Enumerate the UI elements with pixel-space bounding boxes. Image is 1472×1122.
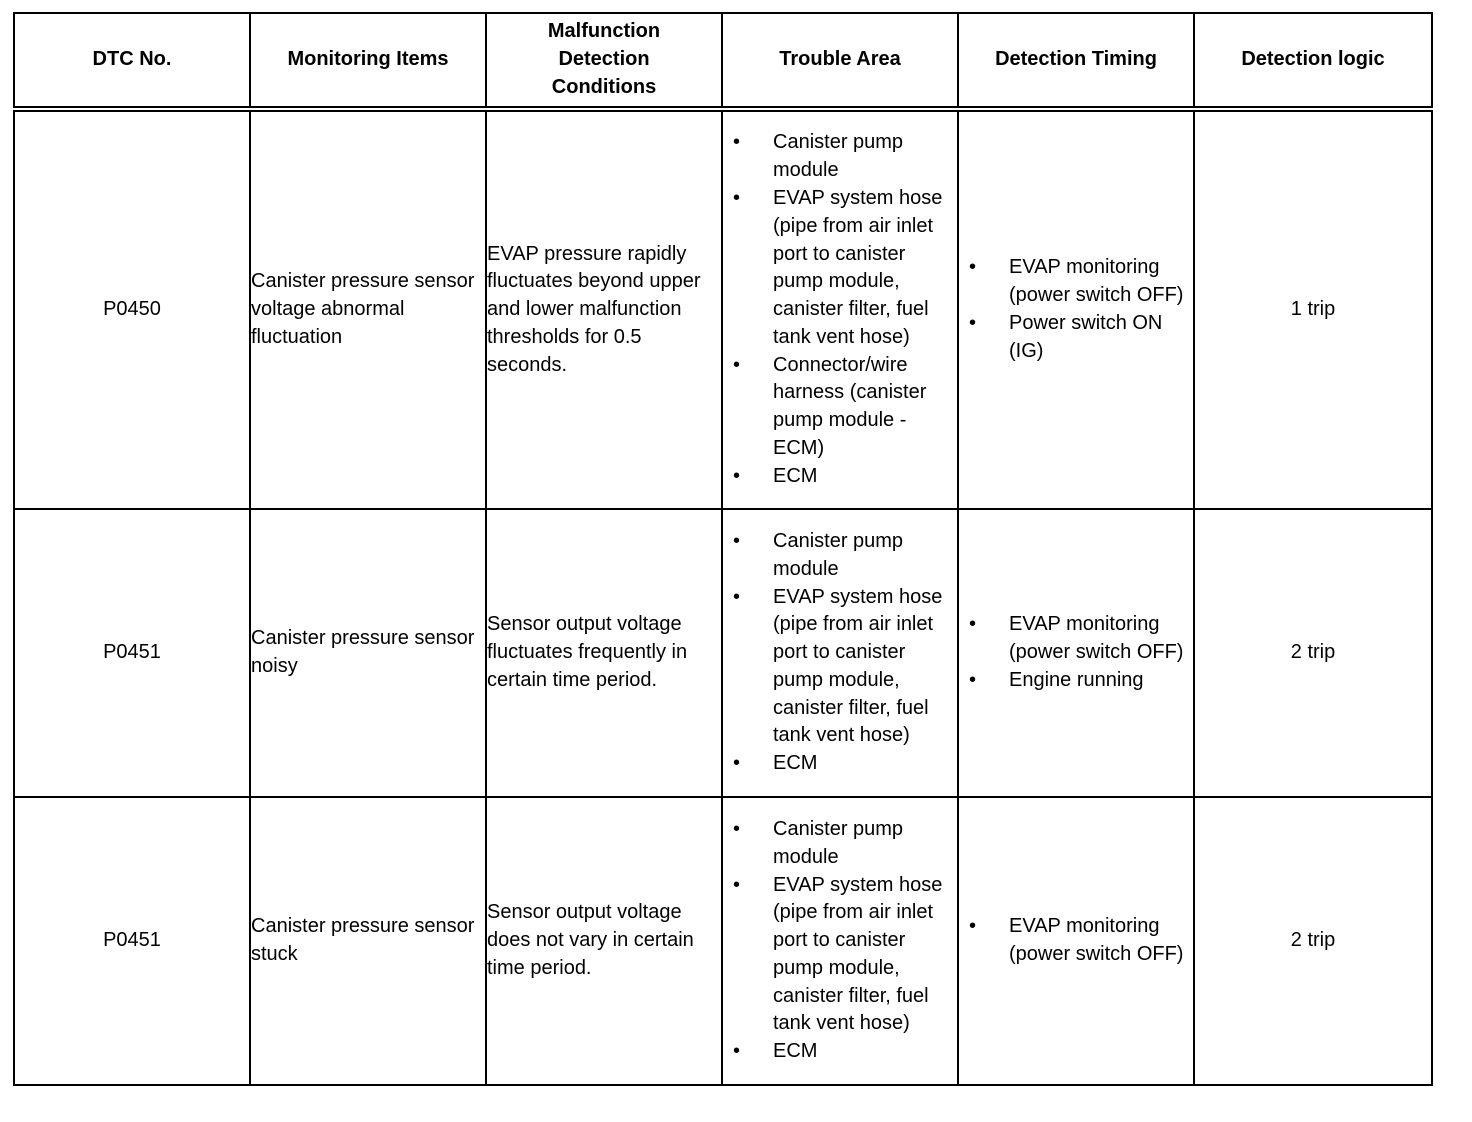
detection-timing-list (959, 254, 1193, 365)
detection-condition-cell: EVAP pressure rapidly fluctuates beyond upper and lower malfunction thresholds for 0.5 seconds. (486, 109, 722, 509)
dtc-code-cell: P0451 (14, 797, 250, 1085)
monitoring-item-cell: Canister pressure sensor noisy (250, 509, 486, 797)
list-item: • EVAP monitoring (power switch OFF) (959, 254, 1189, 310)
trouble-area-cell (722, 509, 958, 797)
table-row (14, 509, 1432, 797)
dtc-code-cell: P0450 (14, 109, 250, 509)
dtc-table (13, 12, 1433, 1086)
table-row (14, 797, 1432, 1085)
header-trouble-area: Trouble Area (722, 13, 958, 109)
header-detection-conditions: Malfunction Detection Conditions (486, 13, 722, 109)
trouble-area-list (723, 816, 957, 1066)
header-detection-logic: Detection logic (1194, 13, 1432, 109)
list-item: • ECM (723, 750, 953, 778)
detection-logic-cell: 1 trip (1194, 109, 1432, 509)
list-item: • Canister pump module (723, 528, 953, 584)
detection-condition-cell: Sensor output voltage does not vary in certain time period. (486, 797, 722, 1085)
header-monitoring-items: Monitoring Items (250, 13, 486, 109)
trouble-area-cell (722, 797, 958, 1085)
trouble-area-list (723, 528, 957, 778)
detection-timing-list (959, 913, 1193, 969)
list-item: • EVAP monitoring (power switch OFF) (959, 913, 1189, 969)
detection-timing-cell (958, 797, 1194, 1085)
trouble-area-list (723, 129, 957, 490)
monitoring-item-cell: Canister pressure sensor voltage abnormal fluctuation (250, 109, 486, 509)
detection-timing-cell (958, 509, 1194, 797)
trouble-area-cell (722, 109, 958, 509)
list-item: • Connector/wire harness (canister pump module - ECM) (723, 352, 953, 463)
list-item: • EVAP system hose (pipe from air inlet port to canister pump module, canister filter, fuel tank vent hose) (723, 584, 953, 751)
list-item: • ECM (723, 463, 953, 491)
list-item: • Canister pump module (723, 129, 953, 185)
header-detection-timing: Detection Timing (958, 13, 1194, 109)
detection-logic-cell: 2 trip (1194, 509, 1432, 797)
header-dtc-no: DTC No. (14, 13, 250, 109)
list-item: • Canister pump module (723, 816, 953, 872)
monitoring-item-cell: Canister pressure sensor stuck (250, 797, 486, 1085)
detection-timing-list (959, 611, 1193, 694)
detection-timing-cell (958, 109, 1194, 509)
list-item: • EVAP monitoring (power switch OFF) (959, 611, 1189, 667)
list-item: • EVAP system hose (pipe from air inlet port to canister pump module, canister filter, fuel tank vent hose) (723, 185, 953, 352)
list-item: • EVAP system hose (pipe from air inlet port to canister pump module, canister filter, fuel tank vent hose) (723, 872, 953, 1039)
dtc-code-cell: P0451 (14, 509, 250, 797)
header-row (14, 13, 1432, 109)
list-item: • ECM (723, 1038, 953, 1066)
list-item: • Engine running (959, 667, 1189, 695)
detection-condition-cell: Sensor output voltage fluctuates frequently in certain time period. (486, 509, 722, 797)
table-row (14, 109, 1432, 509)
list-item: • Power switch ON (IG) (959, 310, 1189, 366)
detection-logic-cell: 2 trip (1194, 797, 1432, 1085)
